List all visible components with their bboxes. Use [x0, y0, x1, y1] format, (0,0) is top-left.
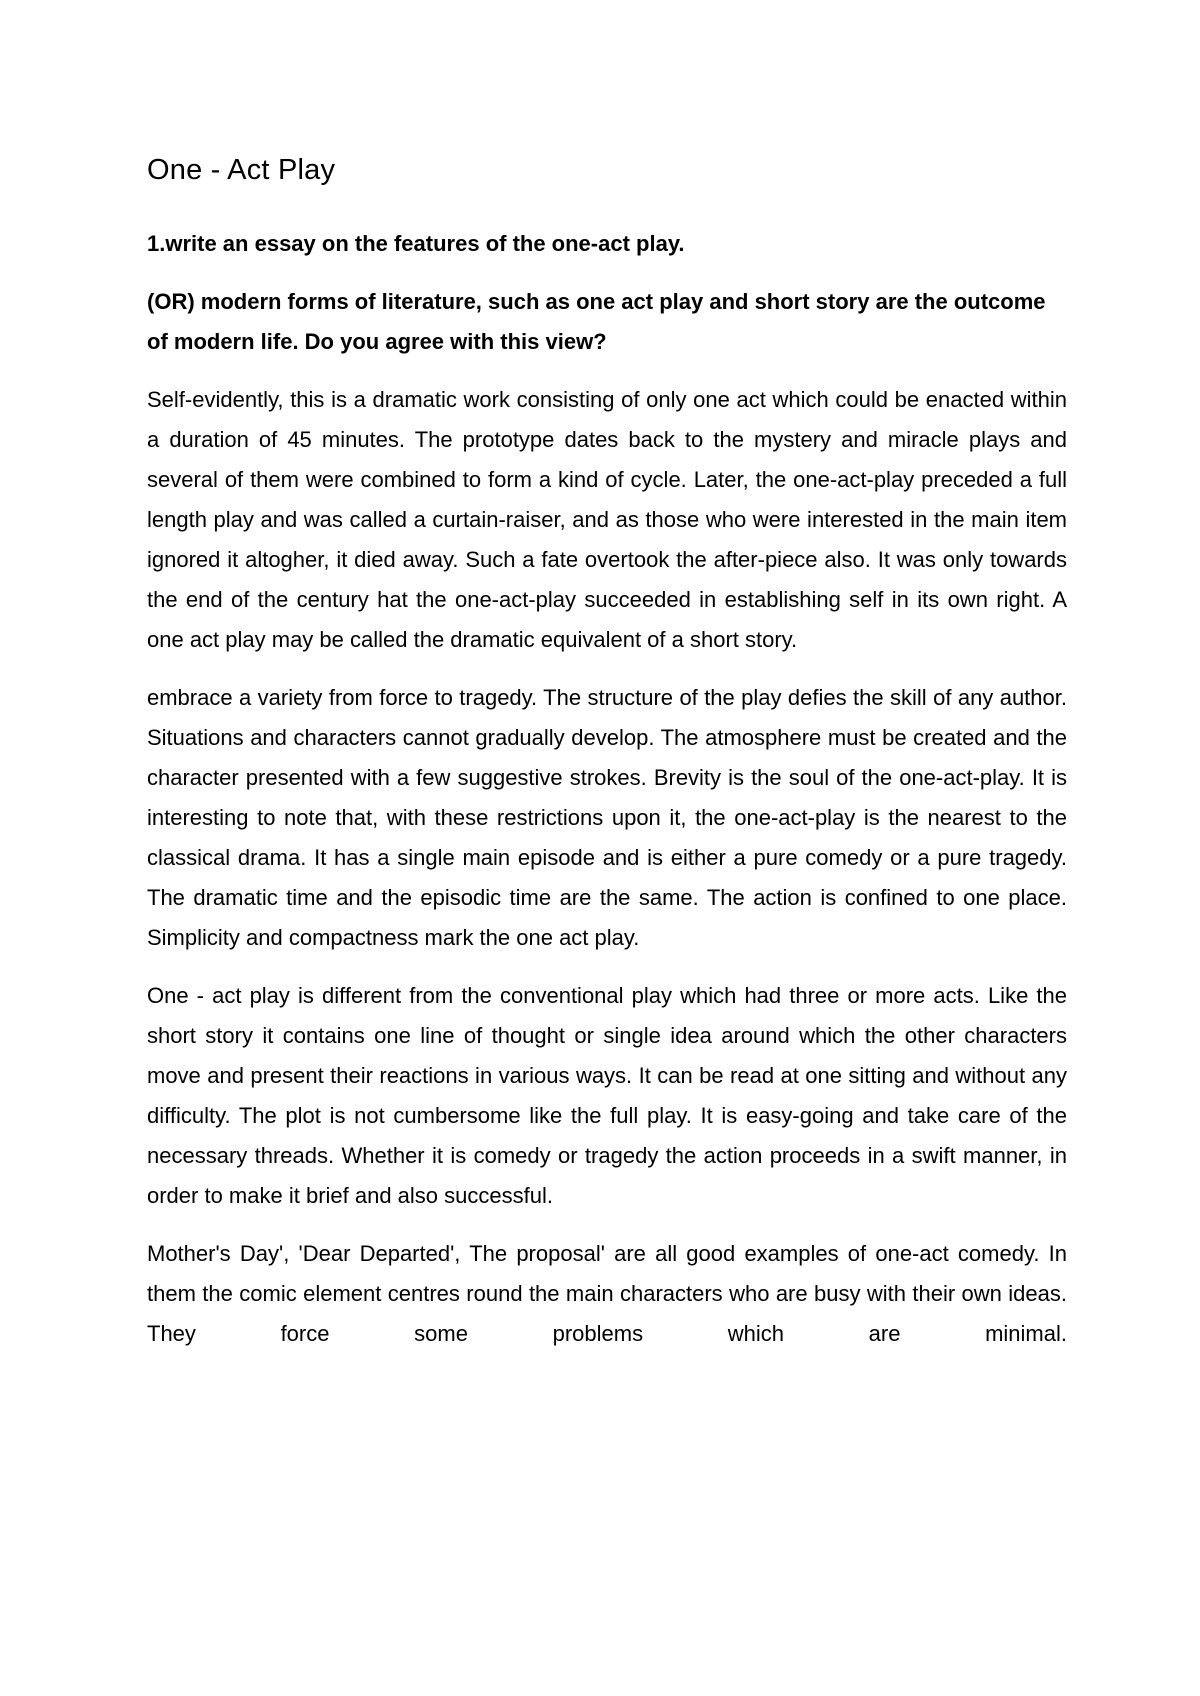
- document-title: One - Act Play: [147, 154, 336, 186]
- essay-question-alternative: (OR) modern forms of literature, such as one act play and short story are the outcome of modern life. Do you agree with this view?: [147, 289, 1046, 354]
- document-body: [147, 150, 1067, 1372]
- paragraph-3: One - act play is different from the conventional play which had three or more acts. Like the short story it contains one line of thought or single idea around which the other characters move and present their reactions in various ways. It can be read at one sitting and without any difficulty. The plot is not cumbersome like the full play. It is easy-going and take care of the necessary threads. Whether it is comedy or tragedy the action proceeds in a swift manner, in order to make it brief and also successful.: [147, 983, 1067, 1208]
- essay-question: 1.write an essay on the features of the one-act play.: [147, 231, 685, 256]
- paragraph-4: Mother's Day', 'Dear Departed', The proposal' are all good examples of one-act comedy. In them the comic element centres round the main characters who are busy with their own ideas. They force some problems which are minimal.: [147, 1241, 1067, 1346]
- paragraph-1: Self-evidently, this is a dramatic work consisting of only one act which could be enacted within a duration of 45 minutes. The prototype dates back to the mystery and miracle plays and several of them were combined to form a kind of cycle. Later, the one-act-play preceded a full length play and was called a curtain-raiser, and as those who were interested in the main item ignored it altogher, it died away. Such a fate overtook the after-piece also. It was only towards the end of the century hat the one-act-play succeeded in establishing self in its own right. A one act play may be called the dramatic equivalent of a short story.: [147, 387, 1067, 652]
- paragraph-2: embrace a variety from force to tragedy. The structure of the play defies the skill of any author. Situations and characters cannot gradually develop. The atmosphere must be created and the character presented with a few suggestive strokes. Brevity is the soul of the one-act-play. It is interesting to note that, with these restrictions upon it, the one-act-play is the nearest to the classical drama. It has a single main episode and is either a pure comedy or a pure tragedy. The dramatic time and the episodic time are the same. The action is confined to one place. Simplicity and compactness mark the one act play.: [147, 685, 1067, 950]
